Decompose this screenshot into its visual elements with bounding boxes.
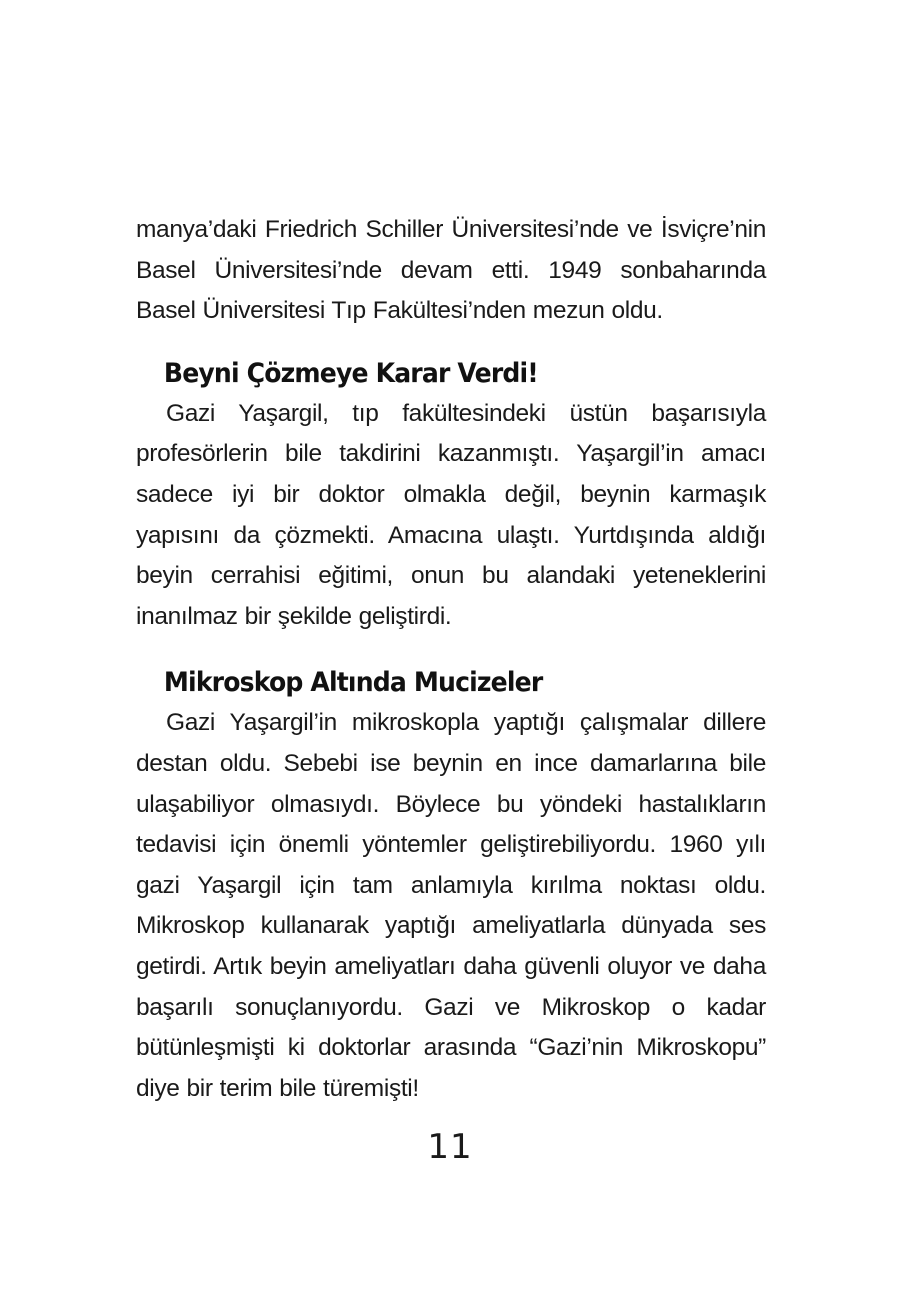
section-paragraph-2: Gazi Yaşargil’in mikroskopla yaptığı çalışmalar dillere destan oldu. Sebebi ise beynin en ince damarlarına bile ulaşabiliyor olmasıydı. Böylece bu yöndeki hastalıkların tedavisi için önemli yöntemler geliştirebiliyordu. 1960 yılı gazi Yaşargil için tam anlamıyla kırılma noktası oldu. Mikroskop kullanarak yaptığı ameliyatlarla dünyada ses getirdi. Artık beyin ameliyatları daha güvenli oluyor ve daha başarılı sonuçlanıyordu. Gazi ve Mikroskop o kadar bütünleşmişti ki doktorlar arasında “Gazi’nin Mikroskopu” diye bir terim bile türemişti! xyxy=(136,709,766,1102)
page-body xyxy=(136,210,766,1109)
section-paragraph-1: Gazi Yaşargil, tıp fakültesindeki üstün başarısıyla profesörlerin bile takdirini kazanmıştı. Yaşargil’in amacı sadece iyi bir doktor olmakla değil, beynin karmaşık yapısını da çözmekti. Amacına ulaştı. Yurtdışında aldığı beyin cerrahisi eğitimi, onun bu alandaki yeteneklerini inanılmaz bir şekilde geliştirdi. xyxy=(136,399,766,630)
section-heading-1: Beyni Çözmeye Karar Verdi! xyxy=(163,357,538,389)
page-number: 11 xyxy=(427,1127,473,1167)
section-heading-2: Mikroskop Altında Mucizeler xyxy=(163,667,543,699)
intro-paragraph: manya’daki Friedrich Schiller Üniversitesi’nde ve İsviçre’nin Basel Üniversitesi’nde devam etti. 1949 sonbaharında Basel Üniversitesi Tıp Fakültesi’nden mezun oldu. xyxy=(136,216,766,325)
